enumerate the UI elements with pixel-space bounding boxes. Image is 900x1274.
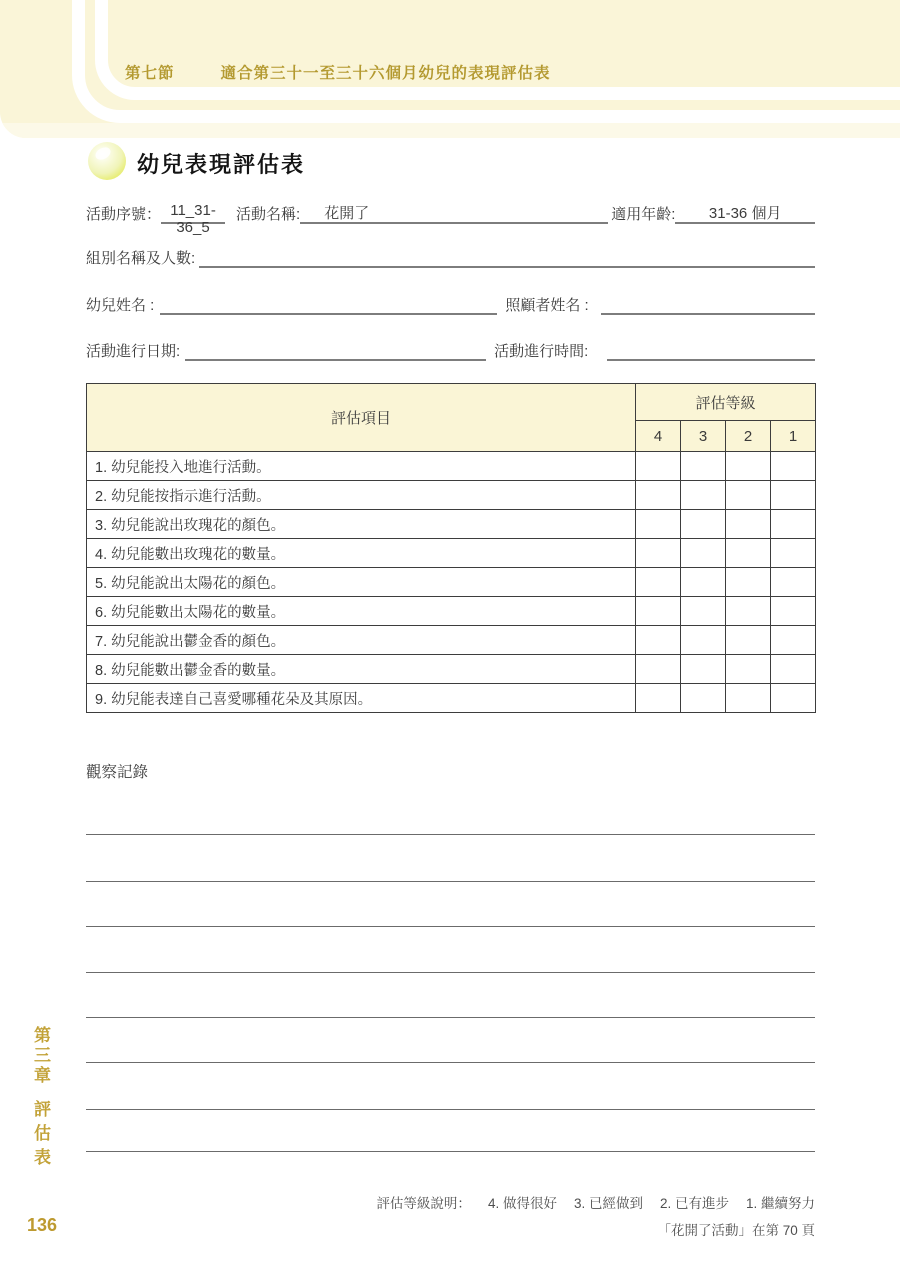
decorative-arc-inner xyxy=(95,0,900,100)
grade-cell[interactable] xyxy=(681,597,726,626)
grade-cell[interactable] xyxy=(636,568,681,597)
table-row xyxy=(87,626,816,655)
form-row-activity xyxy=(86,202,815,236)
activity-no-label: 活動序號： xyxy=(86,206,162,223)
section-title: 適合第三十一至三十六個月幼兒的表現評估表 xyxy=(220,65,551,82)
grade-cell[interactable] xyxy=(771,452,816,481)
activity-name-field[interactable]: 花開了 xyxy=(300,202,608,224)
table-header-row xyxy=(87,384,816,421)
grade-cell[interactable] xyxy=(681,626,726,655)
observation-line[interactable] xyxy=(86,926,815,927)
grade-cell[interactable] xyxy=(771,626,816,655)
grade-cell[interactable] xyxy=(681,481,726,510)
grade-cell[interactable] xyxy=(771,481,816,510)
table-row xyxy=(87,510,816,539)
activity-no-field[interactable]: 11_31-36_5 xyxy=(161,202,225,224)
sidebar-chapter-label: 第三章 xyxy=(31,1026,50,1086)
observation-line[interactable] xyxy=(86,1017,815,1018)
grade-cell[interactable] xyxy=(726,539,771,568)
assessment-item: 4. 幼兒能數出玫瑰花的數量。 xyxy=(87,539,636,568)
grade-cell[interactable] xyxy=(726,568,771,597)
time-field[interactable] xyxy=(607,339,815,361)
assessment-item: 3. 幼兒能說出玫瑰花的顏色。 xyxy=(87,510,636,539)
table-row xyxy=(87,568,816,597)
child-name-field[interactable] xyxy=(160,293,497,315)
grade-cell[interactable] xyxy=(681,568,726,597)
grade-cell[interactable] xyxy=(681,684,726,713)
grade-cell[interactable] xyxy=(726,481,771,510)
grade-column-header: 評估等級 xyxy=(636,384,816,421)
grade-cell[interactable] xyxy=(771,539,816,568)
band-pale-strip xyxy=(0,123,900,138)
observation-line[interactable] xyxy=(86,972,815,973)
grade-legend-label: 評估等級說明： xyxy=(376,1196,471,1211)
table-row xyxy=(87,452,816,481)
grade-cell[interactable] xyxy=(636,684,681,713)
grade-cell[interactable] xyxy=(636,597,681,626)
grade-cell[interactable] xyxy=(681,539,726,568)
grade-cell[interactable] xyxy=(681,510,726,539)
table-row xyxy=(87,539,816,568)
group-label: 組別名稱及人數: xyxy=(86,250,196,267)
observation-line[interactable] xyxy=(86,1151,815,1152)
grade-cell[interactable] xyxy=(726,452,771,481)
item-column-header: 評估項目 xyxy=(87,384,636,452)
date-label: 活動進行日期: xyxy=(86,343,181,360)
assessment-item: 6. 幼兒能數出太陽花的數量。 xyxy=(87,597,636,626)
assessment-item: 2. 幼兒能按指示進行活動。 xyxy=(87,481,636,510)
form-row-group xyxy=(86,246,815,268)
grade-cell[interactable] xyxy=(636,481,681,510)
observation-line[interactable] xyxy=(86,834,815,835)
assessment-item: 9. 幼兒能表達自己喜愛哪種花朵及其原因。 xyxy=(87,684,636,713)
time-label: 活動進行時間: xyxy=(494,343,589,360)
table-row xyxy=(87,597,816,626)
grade-cell[interactable] xyxy=(681,655,726,684)
assessment-item: 8. 幼兒能數出鬱金香的數量。 xyxy=(87,655,636,684)
grade-level-1: 1 xyxy=(771,421,816,452)
observation-label: 觀察記錄 xyxy=(86,764,149,781)
grade-cell[interactable] xyxy=(636,452,681,481)
grade-legend-item: 4. 做得很好 xyxy=(487,1196,557,1211)
grade-cell[interactable] xyxy=(771,568,816,597)
grade-legend-item: 1. 繼續努力 xyxy=(745,1196,815,1211)
assessment-table xyxy=(86,383,816,713)
age-label: 適用年齡: xyxy=(611,206,676,223)
date-field[interactable] xyxy=(185,339,486,361)
grade-cell[interactable] xyxy=(771,510,816,539)
grade-cell[interactable] xyxy=(636,510,681,539)
grade-legend-item: 2. 已有進步 xyxy=(659,1196,729,1211)
age-field[interactable]: 31-36 個月 xyxy=(675,202,815,224)
section-header xyxy=(125,61,551,83)
page-number: 136 xyxy=(27,1215,58,1235)
table-row xyxy=(87,684,816,713)
assessment-item: 7. 幼兒能說出鬱金香的顏色。 xyxy=(87,626,636,655)
grade-cell[interactable] xyxy=(681,452,726,481)
grade-level-4: 4 xyxy=(636,421,681,452)
assessment-item: 5. 幼兒能說出太陽花的顏色。 xyxy=(87,568,636,597)
form-row-datetime xyxy=(86,339,815,361)
observation-line[interactable] xyxy=(86,881,815,882)
table-row xyxy=(87,655,816,684)
grade-legend-item: 3. 已經做到 xyxy=(573,1196,643,1211)
table-row xyxy=(87,481,816,510)
observation-line[interactable] xyxy=(86,1109,815,1110)
grade-level-2: 2 xyxy=(726,421,771,452)
section-number: 第七節 xyxy=(125,65,175,82)
sidebar-section-label: 評估表 xyxy=(31,1100,50,1172)
form-row-names xyxy=(86,293,815,315)
observation-line[interactable] xyxy=(86,1062,815,1063)
grade-level-3: 3 xyxy=(681,421,726,452)
activity-name-label: 活動名稱: xyxy=(236,206,301,223)
header-band xyxy=(0,0,900,138)
caregiver-field[interactable] xyxy=(601,293,815,315)
grade-cell[interactable] xyxy=(771,597,816,626)
grade-legend xyxy=(376,1192,815,1212)
grade-cell[interactable] xyxy=(771,655,816,684)
grade-cell[interactable] xyxy=(636,626,681,655)
grade-cell[interactable] xyxy=(726,655,771,684)
grade-cell[interactable] xyxy=(726,684,771,713)
grade-cell[interactable] xyxy=(726,510,771,539)
assessment-item: 1. 幼兒能投入地進行活動。 xyxy=(87,452,636,481)
caregiver-label: 照顧者姓名 : xyxy=(505,297,589,314)
grade-cell[interactable] xyxy=(636,539,681,568)
activity-page-reference: 「花開了活動」在第 70 頁 xyxy=(657,1223,815,1238)
grade-cell[interactable] xyxy=(636,655,681,684)
page-title: 幼兒表現評估表 xyxy=(137,152,306,177)
grade-cell[interactable] xyxy=(726,626,771,655)
group-field[interactable] xyxy=(199,246,815,268)
grade-cell[interactable] xyxy=(771,684,816,713)
child-name-label: 幼兒姓名 : xyxy=(86,297,155,314)
grade-cell[interactable] xyxy=(726,597,771,626)
sphere-bullet-icon xyxy=(88,142,126,180)
